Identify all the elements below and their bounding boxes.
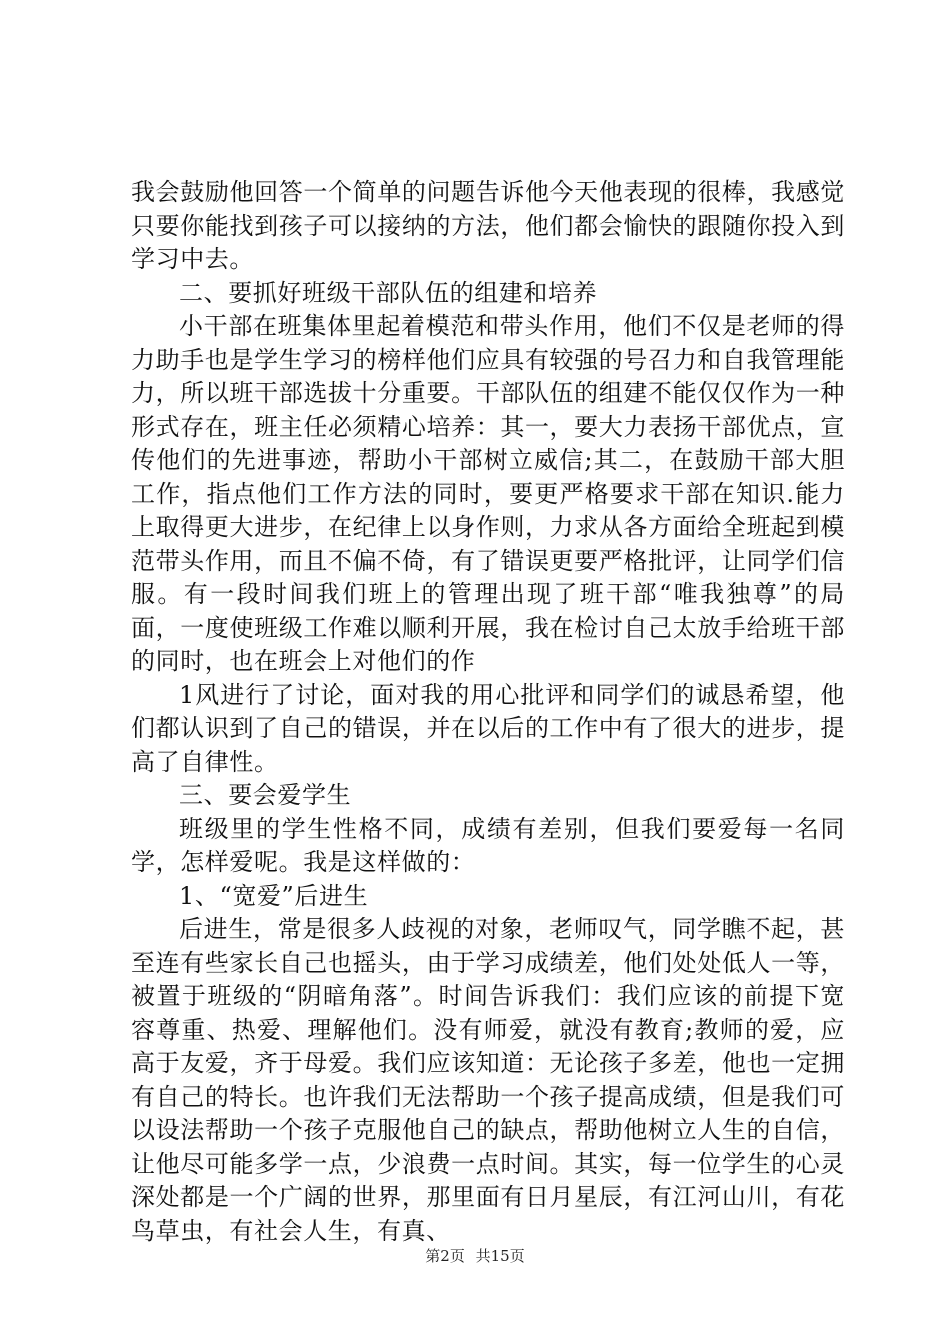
heading-section-3: 三、要会爱学生 [179, 781, 352, 809]
page-number: 第2页 [425, 1247, 465, 1265]
paragraph-2: 小干部在班集体里起着模范和带头作用，他们不仅是老师的得力助手也是学生学习的榜样他们应具有较强的号召力和自我管理能力，所以班干部选拔十分重要。干部队伍的组建不能仅仅作为一种形式存在，班主任必须精心培养：其一，要大力表扬干部优点，宣传他们的先进事迹，帮助小干部树立威信;其二，在鼓励干部大胆工作，指点他们工作方法的同时，要更严格要求干部在知识.能力上取得更大进步，在纪律上以身作则，力求从各方面给全班起到模范带头作用，而且不偏不倚，有了错误更要严格批评，让同学们信服。有一段时间我们班上的管理出现了班干部“唯我独尊”的局面，一度使班级工作难以顺利开展，我在检讨自己太放手给班干部的同时，也在班会上对他们的作 [131, 312, 845, 675]
heading-section-2: 二、要抓好班级干部队伍的组建和培养 [179, 278, 598, 307]
page-footer [0, 1245, 950, 1266]
paragraph-3: 1风进行了讨论，面对我的用心批评和同学们的诚恳希望，他们都认识到了自己的错误，并在以后的工作中有了很大的进步，提高了自律性。 [131, 680, 845, 776]
document-body [131, 176, 845, 1248]
paragraph-4: 班级里的学生性格不同，成绩有差别，但我们要爱每一名同学，怎样爱呢。我是这样做的： [131, 814, 845, 876]
paragraph-5: 后进生，常是很多人歧视的对象，老师叹气，同学瞧不起，甚至连有些家长自己也摇头，由于学习成绩差，他们处处低人一等，被置于班级的“阴暗角落”。时间告诉我们：我们应该的前提下宽容尊重、热爱、理解他们。没有师爱，就没有教育;教师的爱，应高于友爱，齐于母爱。我们应该知道：无论孩子多差，他也一定拥有自己的特长。也许我们无法帮助一个孩子提高成绩，但是我们可以设法帮助一个孩子克服他自己的缺点，帮助他树立人生的自信，让他尽可能多学一点，少浪费一点时间。其实，每一位学生的心灵深处都是一个广阔的世界，那里面有日月星辰，有江河山川，有花鸟草虫，有社会人生，有真、 [131, 915, 845, 1245]
subheading-1: 1、“宽爱”后进生 [179, 881, 369, 910]
paragraph-1: 我会鼓励他回答一个简单的问题告诉他今天他表现的很棒，我感觉只要你能找到孩子可以接纳的方法，他们都会愉快的跟随你投入到学习中去。 [131, 178, 845, 273]
page-total: 共15页 [475, 1247, 525, 1265]
